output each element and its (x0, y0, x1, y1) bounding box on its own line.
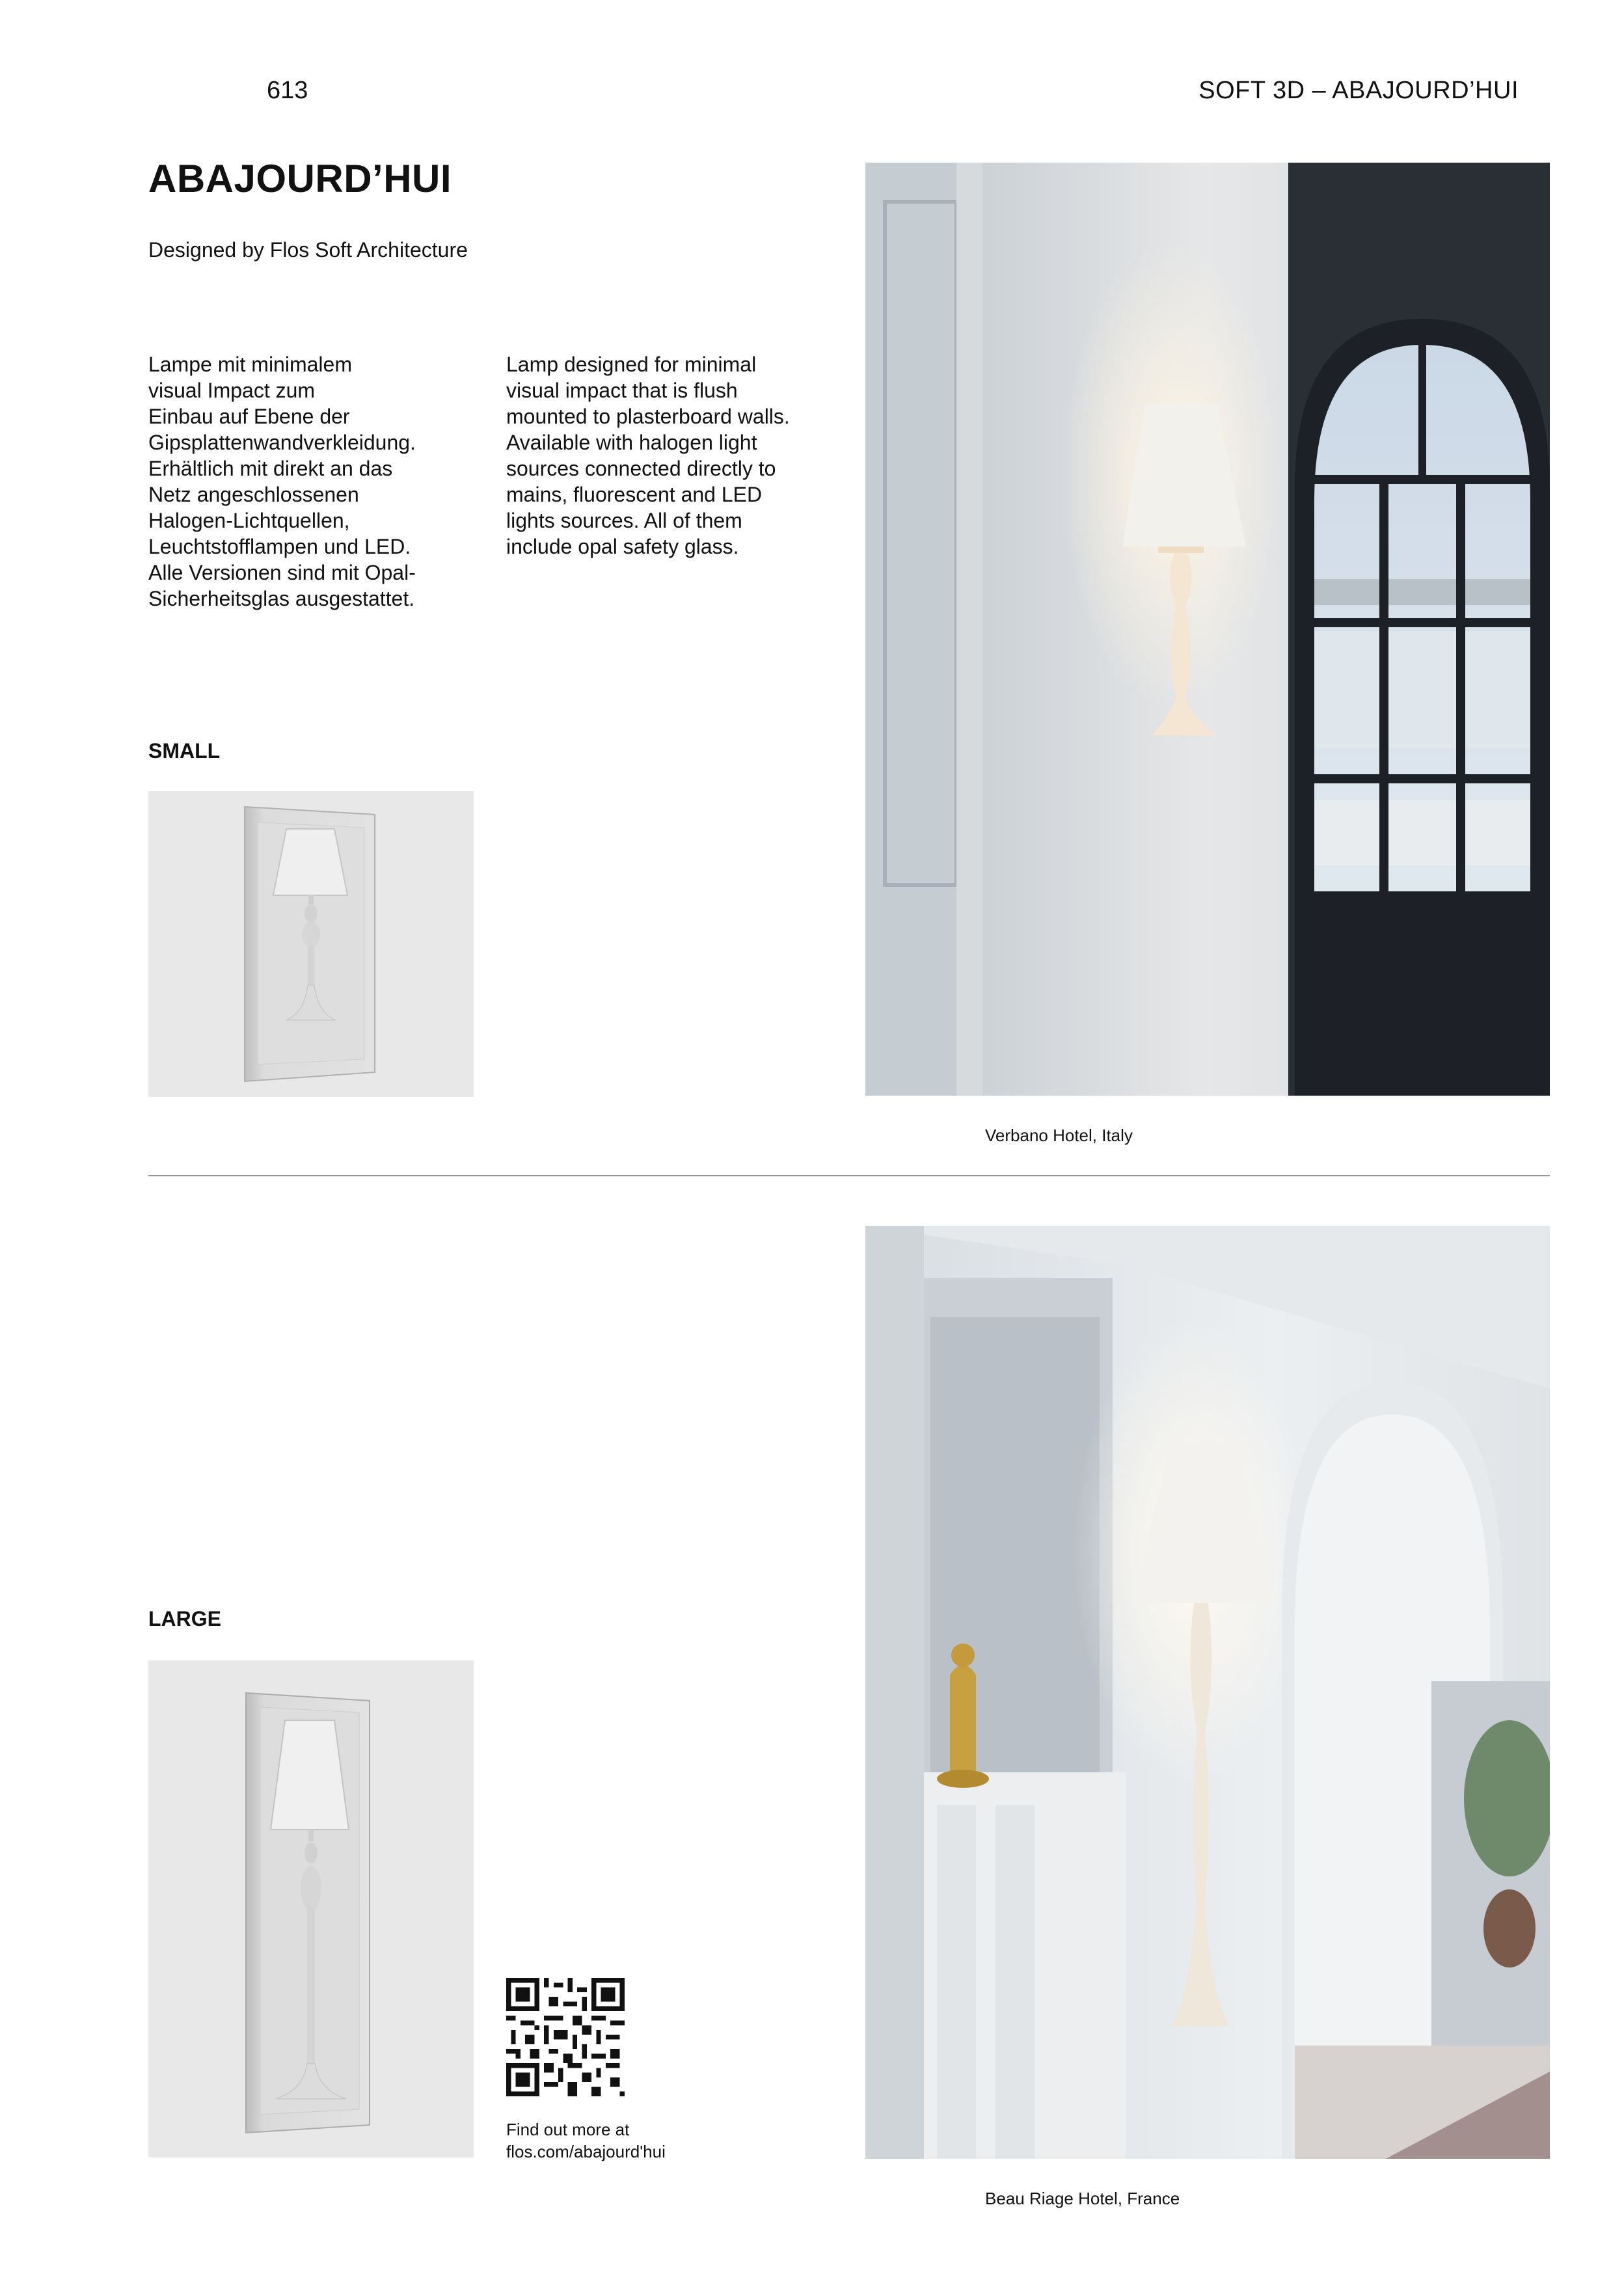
large-lamp-image (148, 1660, 474, 2157)
more-info-line1: Find out more at (506, 2120, 630, 2139)
running-title: SOFT 3D – ABAJOURD’HUI (1198, 77, 1519, 104)
caption-verbano-hotel: Verbano Hotel, Italy (985, 1126, 1133, 1145)
large-variant-label: LARGE (148, 1607, 221, 1630)
small-variant-label: SMALL (148, 739, 221, 763)
page-number: 613 (267, 77, 308, 104)
more-info-link[interactable] (506, 2118, 666, 2163)
description-german: Lampe mit minimalem visual Impact zum Einbau auf Ebene der Gipsplattenwandverkleidung. Erhältlich mit direkt an das Netz angeschlossenen Halogen-Lichtquellen, Leuchtstofflampen und LED. Alle Versionen sind mit Opal- Sicherheitsglas ausgestattet. (148, 353, 416, 610)
more-info-url[interactable]: flos.com/abajourd'hui (506, 2142, 666, 2161)
product-title: ABAJOURD’HUI (148, 157, 452, 200)
section-divider (148, 1175, 1550, 1176)
small-lamp-image (148, 791, 474, 1097)
designer-credit: Designed by Flos Soft Architecture (148, 238, 468, 262)
photo-verbano-hotel (865, 163, 1550, 1096)
caption-beau-riage-hotel: Beau Riage Hotel, France (985, 2189, 1180, 2208)
photo-beau-riage-hotel (865, 1226, 1550, 2159)
qr-code[interactable] (506, 1978, 625, 2096)
description-english: Lamp designed for minimal visual impact that is flush mounted to plasterboard walls. Available with halogen light sources connected directly to mains, fluorescent and LED lights sources. All of them include opal safety glass. (506, 353, 790, 558)
